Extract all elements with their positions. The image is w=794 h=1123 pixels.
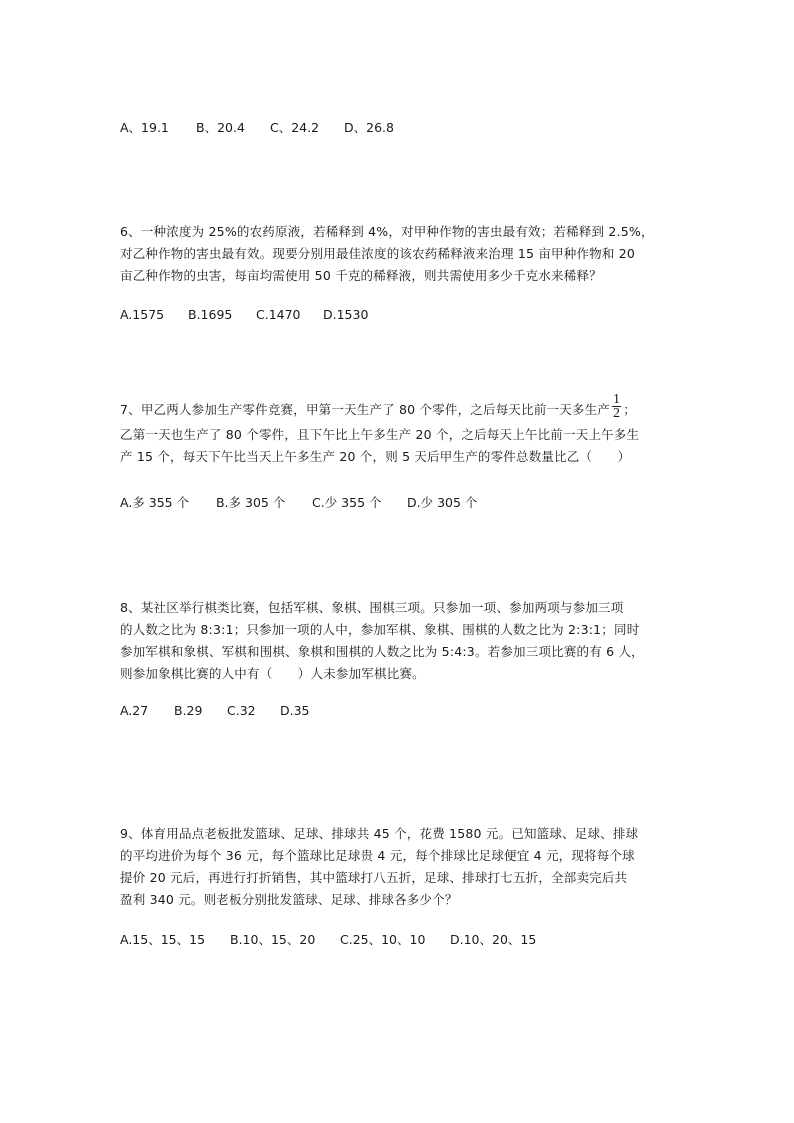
q9-option-a: A.15、15、15 (120, 932, 206, 947)
q9-option-b: B.10、15、20 (230, 932, 316, 947)
q6-option-a: A.1575 (120, 307, 165, 322)
q6-options (120, 306, 368, 324)
q6-option-b: B.1695 (188, 307, 233, 322)
q7-fraction-numerator: 1 (613, 392, 621, 407)
q7-line-1-end: ； (623, 402, 636, 417)
q7-option-c: C.少 355 个 (312, 495, 382, 510)
q9-line-2: 的平均进价为每个 36 元，每个篮球比足球贵 4 元，每个排球比足球便宜 4 元，现将每个球 (120, 848, 635, 863)
q7-option-b: B.多 305 个 (216, 495, 286, 510)
q5-options (120, 119, 394, 137)
q6-option-d: D.1530 (323, 307, 369, 322)
q8-line-4: 则参加象棋比赛的人中有（ ）人未参加军棋比赛。 (120, 666, 425, 681)
q5-option-b: B、20.4 (196, 120, 245, 135)
q9-line-1: 9、体育用品点老板批发篮球、足球、排球共 45 个，花费 1580 元。已知篮球、足球、排球 (120, 826, 639, 841)
q8-option-c: C.32 (227, 703, 256, 718)
q8-line-2: 的人数之比为 8:3:1；只参加一项的人中，参加军棋、象棋、围棋的人数之比为 2:3:1；同时 (120, 622, 640, 637)
q9-option-d: D.10、20、15 (450, 932, 537, 947)
q5-option-a: A、19.1 (120, 120, 169, 135)
q8-stem (120, 597, 680, 685)
q6-stem (120, 221, 680, 287)
q7-line-3: 产 15 个，每天下午比当天上午多生产 20 个，则 5 天后甲生产的零件总数量比乙（ ） (120, 449, 631, 464)
q9-line-4: 盈利 340 元。则老板分别批发篮球、足球、排球各多少个？ (120, 892, 458, 907)
q6-line-3: 亩乙种作物的虫害，每亩均需使用 50 千克的稀释液，则共需使用多少千克水来稀释？ (120, 268, 602, 283)
q8-option-b: B.29 (174, 703, 203, 718)
q9-stem (120, 823, 680, 911)
q8-option-a: A.27 (120, 703, 149, 718)
q8-option-d: D.35 (280, 703, 310, 718)
q7-option-d: D.少 305 个 (407, 495, 478, 510)
q7-line-1 (120, 392, 680, 424)
q8-line-3: 参加军棋和象棋、军棋和围棋、象棋和围棋的人数之比为 5:4:3。若参加三项比赛的有 6 人， (120, 644, 644, 659)
q6-option-c: C.1470 (256, 307, 301, 322)
q5-option-c: C、24.2 (270, 120, 320, 135)
q7-stem (120, 392, 680, 468)
q9-line-3: 提价 20 元后，再进行打折销售，其中篮球打八五折，足球、排球打七五折，全部卖完后共 (120, 870, 628, 885)
q7-fraction (612, 393, 621, 420)
q7-option-a: A.多 355 个 (120, 495, 190, 510)
q9-option-c: C.25、10、10 (340, 932, 426, 947)
q5-option-d: D、26.8 (344, 120, 394, 135)
q7-options (120, 494, 477, 512)
q6-line-1: 6、一种浓度为 25%的农药原液，若稀释到 4%，对甲种作物的害虫最有效；若稀释到 2.5%， (120, 224, 654, 239)
q8-options (120, 702, 310, 720)
q8-line-1: 8、某社区举行棋类比赛，包括军棋、象棋、围棋三项。只参加一项、参加两项与参加三项 (120, 600, 624, 615)
q7-line-1-text: 7、甲乙两人参加生产零件竞赛，甲第一天生产了 80 个零件，之后每天比前一天多生产 (120, 402, 611, 417)
q7-fraction-denominator: 2 (613, 406, 621, 421)
q6-line-2: 对乙种作物的害虫最有效。现要分别用最佳浓度的该农药稀释液来治理 15 亩甲种作物和 20 (120, 246, 636, 261)
q7-line-2: 乙第一天也生产了 80 个零件，且下午比上午多生产 20 个，之后每天上午比前一天上午多生 (120, 427, 640, 442)
q9-options (120, 931, 536, 949)
